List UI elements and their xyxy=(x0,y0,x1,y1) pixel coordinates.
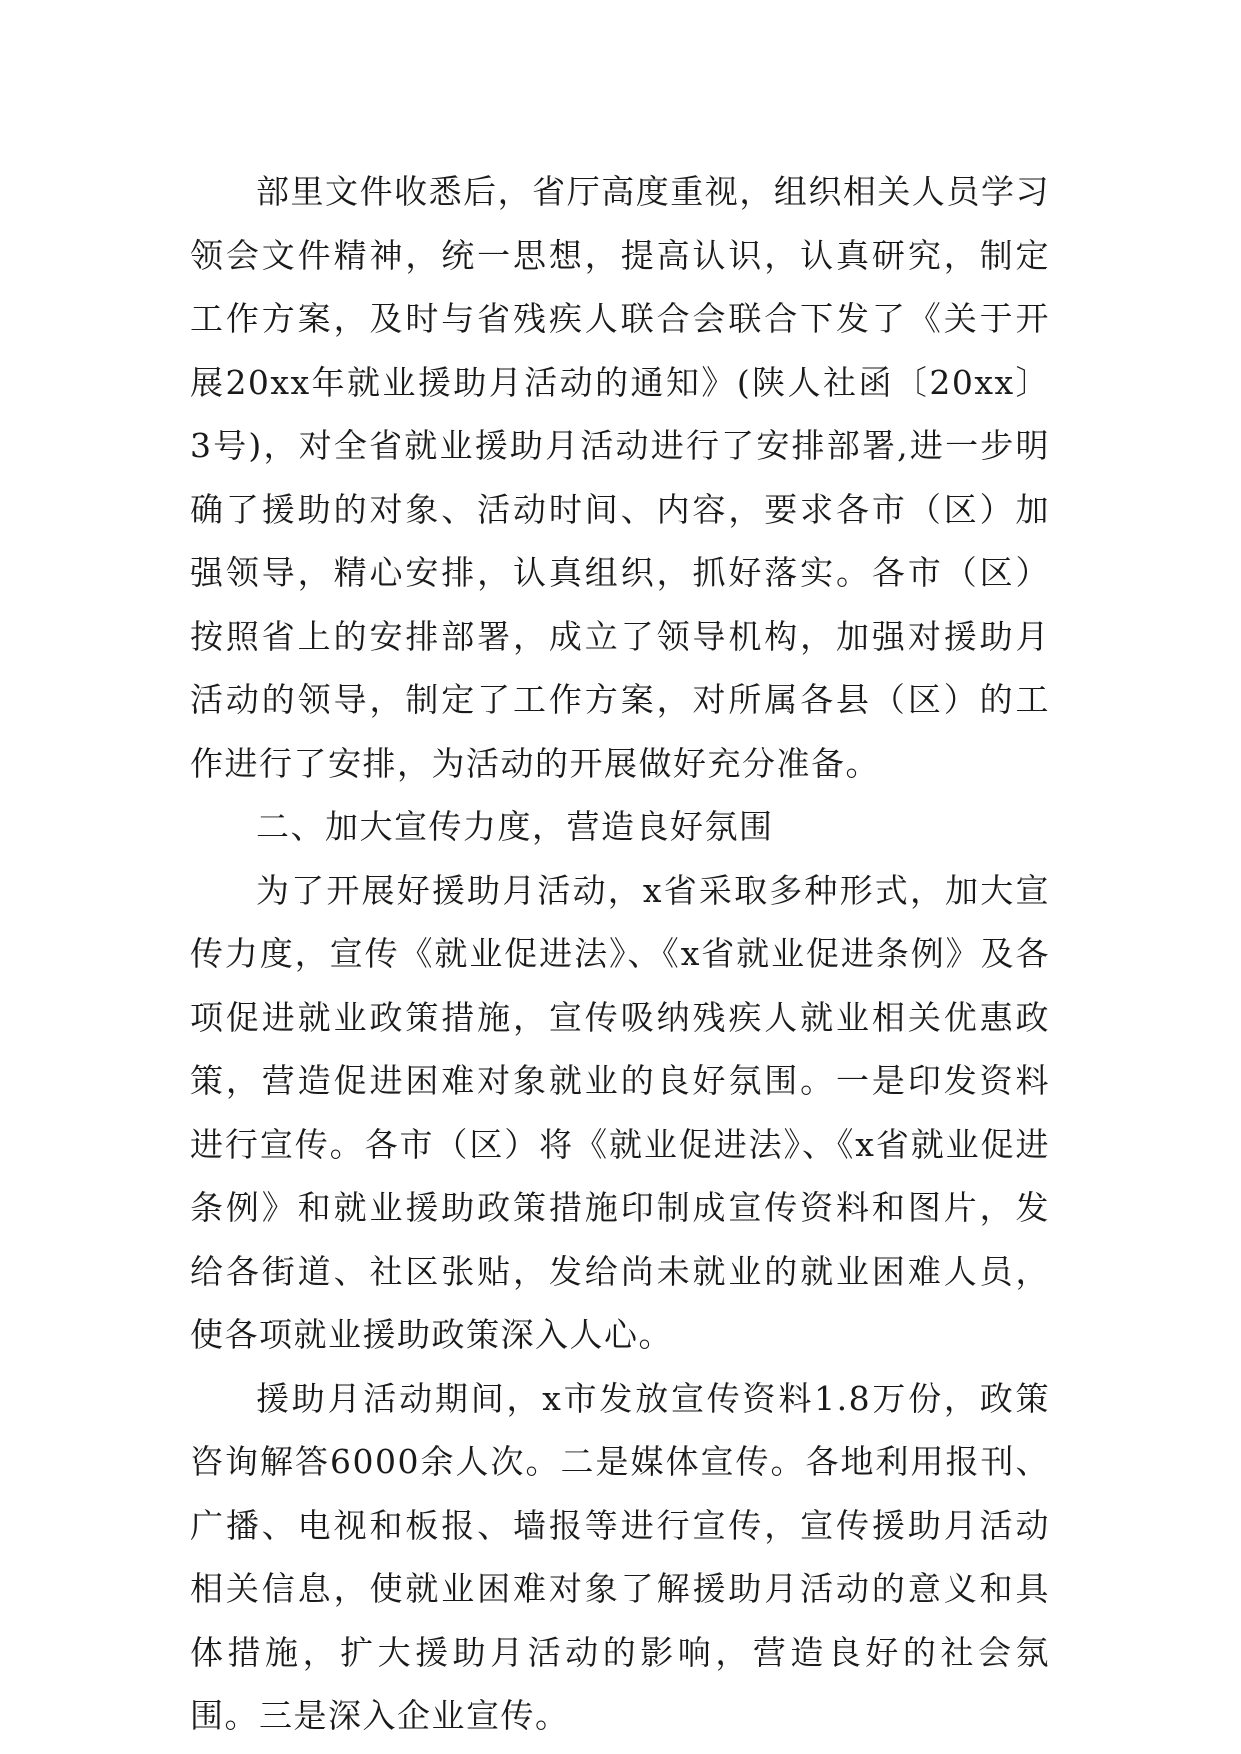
section-heading-publicity: 二、加大宣传力度，营造良好氛围 xyxy=(256,807,774,846)
paragraph-preparation: 部里文件收悉后，省厅高度重视，组织相关人员学习领会文件精神，统一思想，提高认识，认真研究，制定工作方案，及时与省残疾人联合会联合下发了《关于开展20xx年就业援助月活动的通知》(陕人社函〔20xx〕3号)，对全省就业援助月活动进行了安排部署,进一步明确了援助的对象、活动时间、内容，要求各市（区）加强领导，精心安排，认真组织，抓好落实。各市（区）按照省上的安排部署，成立了领导机构，加强对援助月活动的领导，制定了工作方案，对所属各县（区）的工作进行了安排，为活动的开展做好充分准备。 xyxy=(190,172,1050,783)
document-body xyxy=(190,160,1050,1748)
paragraph-publicity-results: 援助月活动期间，x市发放宣传资料1.8万份，政策咨询解答6000余人次。二是媒体宣传。各地利用报刊、广播、电视和板报、墙报等进行宣传，宣传援助月活动相关信息，使就业困难对象了解援助月活动的意义和具体措施，扩大援助月活动的影响，营造良好的社会氛围。三是深入企业宣传。 xyxy=(190,1378,1050,1735)
paragraph-publicity-forms: 为了开展好援助月活动，x省采取多种形式，加大宣传力度，宣传《就业促进法》、《x省就业促进条例》及各项促进就业政策措施，宣传吸纳残疾人就业相关优惠政策，营造促进困难对象就业的良好氛围。一是印发资料进行宣传。各市（区）将《就业促进法》、《x省就业促进条例》和就业援助政策措施印制成宣传资料和图片，发给各街道、社区张贴，发给尚未就业的就业困难人员，使各项就业援助政策深入人心。 xyxy=(190,870,1050,1354)
